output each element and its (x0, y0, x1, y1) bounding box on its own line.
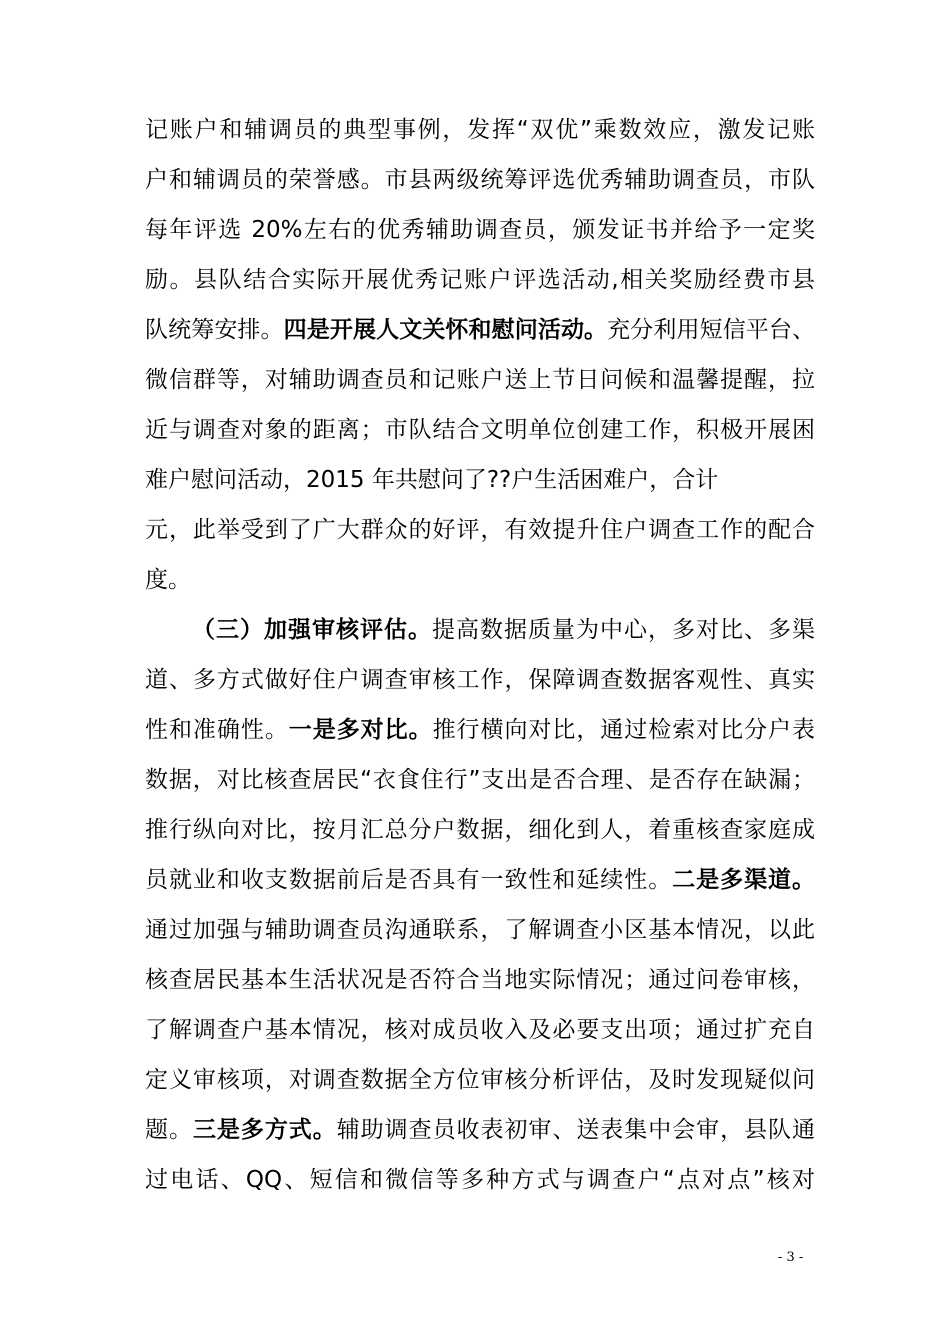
body-line: 励。县队结合实际开展优秀记账户评选活动,相关奖励经费市县 (145, 267, 815, 293)
bold-heading: 三是多方式。 (192, 1117, 337, 1143)
body-line: 每年评选 20%左右的优秀辅助调查员，颁发证书并给予一定奖 (145, 217, 815, 243)
body-line: 元，此举受到了广大群众的好评，有效提升住户调查工作的配合 (145, 517, 815, 543)
body-line: 近与调查对象的距离；市队结合文明单位创建工作，积极开展困 (145, 417, 815, 443)
bold-heading: 二是多渠道。 (672, 867, 816, 893)
body-line: 定义审核项，对调查数据全方位审核分析评估，及时发现疑似问 (145, 1067, 815, 1093)
section-heading: （三）加强审核评估。 (192, 617, 432, 643)
body-line: 员就业和收支数据前后是否具有一致性和延续性。二是多渠道。 (145, 867, 816, 893)
body-line: 微信群等，对辅助调查员和记账户送上节日问候和温馨提醒，拉 (145, 367, 815, 393)
bold-heading: 一是多对比。 (288, 717, 433, 743)
body-line: 推行纵向对比，按月汇总分户数据，细化到人，着重核查家庭成 (145, 817, 815, 843)
body-line: 户和辅调员的荣誉感。市县两级统筹评选优秀辅助调查员，市队 (145, 167, 815, 193)
body-line: 核查居民基本生活状况是否符合当地实际情况；通过问卷审核， (145, 967, 815, 993)
body-line: 队统筹安排。四是开展人文关怀和慰问活动。充分利用短信平台、 (145, 317, 816, 343)
section-heading-line: （三）加强审核评估。提高数据质量为中心，多对比、多渠 (192, 617, 815, 643)
body-line: 记账户和辅调员的典型事例，发挥“双优”乘数效应，激发记账 (145, 117, 815, 143)
body-line: 题。三是多方式。辅助调查员收表初审、送表集中会审，县队通 (145, 1117, 816, 1143)
body-line: 性和准确性。一是多对比。推行横向对比，通过检索对比分户表 (145, 717, 816, 743)
page-number: - 3 - (778, 1250, 804, 1265)
bold-heading: 四是开展人文关怀和慰问活动。 (283, 317, 608, 343)
body-line: 数据，对比核查居民“衣食住行”支出是否合理、是否存在缺漏； (145, 767, 815, 793)
body-line: 了解调查户基本情况，核对成员收入及必要支出项；通过扩充自 (145, 1017, 815, 1043)
body-line: 道、多方式做好住户调查审核工作，保障调查数据客观性、真实 (145, 667, 815, 693)
body-line: 过电话、QQ、短信和微信等多种方式与调查户“点对点”核对 (145, 1167, 815, 1193)
body-line: 难户慰问活动，2015 年共慰问了??户生活困难户，合计 (145, 467, 719, 493)
body-line: 通过加强与辅助调查员沟通联系，了解调查小区基本情况，以此 (145, 917, 815, 943)
body-line: 度。 (145, 567, 191, 593)
